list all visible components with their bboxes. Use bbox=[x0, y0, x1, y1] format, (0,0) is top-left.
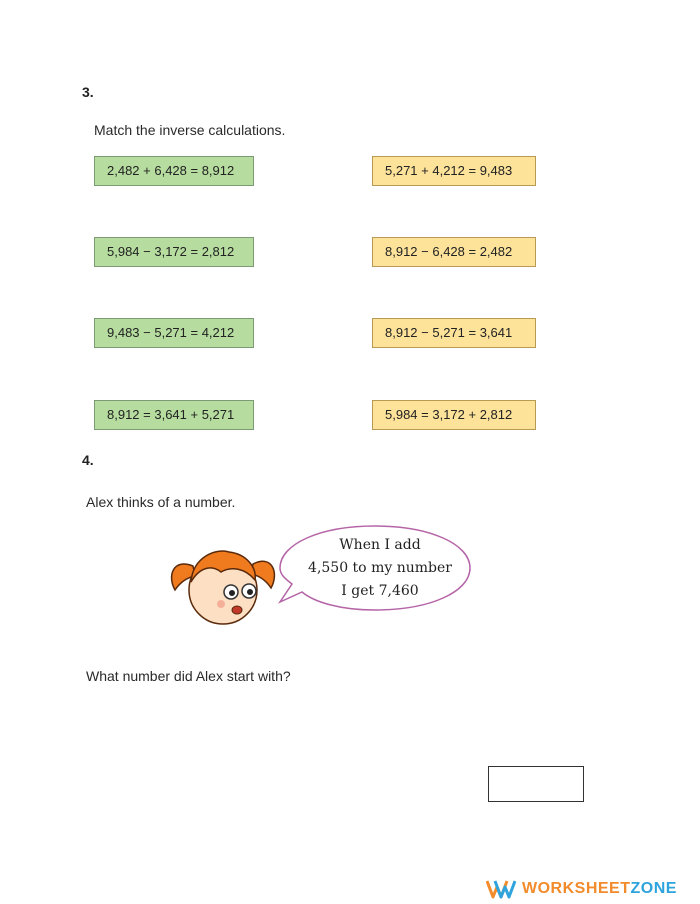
girl-cartoon-icon bbox=[165, 538, 280, 628]
speech-line-1: When I add bbox=[339, 537, 421, 553]
speech-bubble-text bbox=[290, 534, 470, 603]
question-3-prompt: Match the inverse calculations. bbox=[94, 122, 286, 138]
brand-text-zone: ZONE bbox=[630, 880, 677, 897]
answer-box[interactable] bbox=[488, 766, 584, 802]
question-4-question: What number did Alex start with? bbox=[86, 668, 291, 684]
right-calculation-1[interactable]: 5,271 + 4,212 = 9,483 bbox=[372, 156, 536, 186]
right-calculation-3[interactable]: 8,912 − 5,271 = 3,641 bbox=[372, 318, 536, 348]
w-logo-icon bbox=[486, 879, 516, 899]
speech-line-3: I get 7,460 bbox=[341, 583, 419, 599]
left-calculation-4[interactable]: 8,912 = 3,641 + 5,271 bbox=[94, 400, 254, 430]
left-calculation-2[interactable]: 5,984 − 3,172 = 2,812 bbox=[94, 237, 254, 267]
worksheetzone-brand bbox=[486, 878, 677, 900]
left-calculation-3[interactable]: 9,483 − 5,271 = 4,212 bbox=[94, 318, 254, 348]
brand-text-worksheet: WORKSHEET bbox=[522, 880, 631, 897]
right-calculation-4[interactable]: 5,984 = 3,172 + 2,812 bbox=[372, 400, 536, 430]
question-3-number: 3. bbox=[82, 84, 94, 100]
right-calculation-2[interactable]: 8,912 − 6,428 = 2,482 bbox=[372, 237, 536, 267]
speech-line-2: 4,550 to my number bbox=[308, 560, 452, 576]
left-calculation-1[interactable]: 2,482 + 6,428 = 8,912 bbox=[94, 156, 254, 186]
question-4-number: 4. bbox=[82, 452, 94, 468]
question-4-intro: Alex thinks of a number. bbox=[86, 494, 236, 510]
